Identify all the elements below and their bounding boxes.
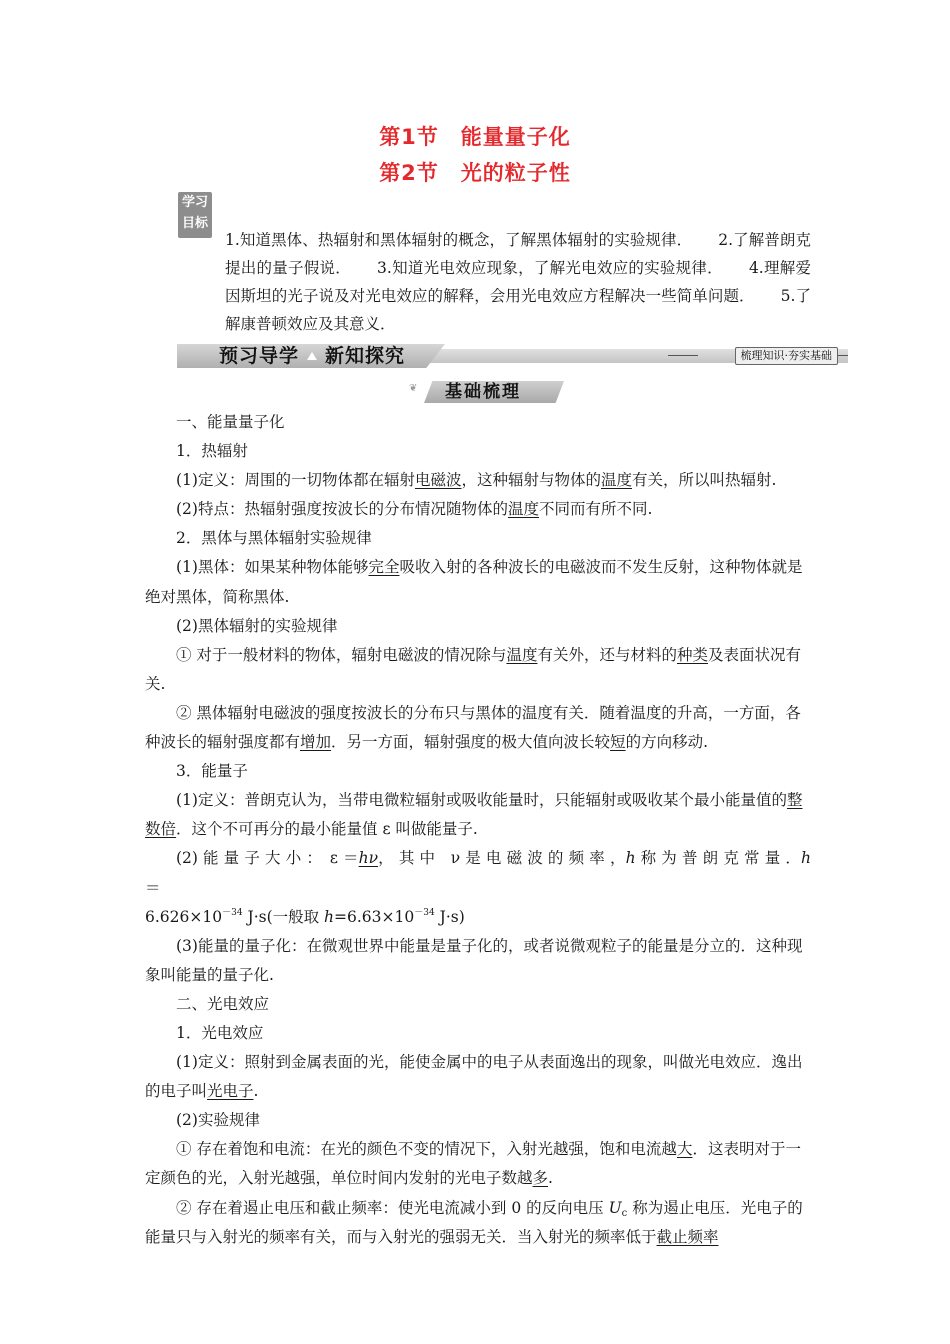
answer-blank: 短	[610, 733, 626, 752]
answer-blank: 多	[532, 1169, 549, 1188]
section-banner	[177, 344, 848, 368]
content-body	[145, 408, 811, 1252]
paragraph: ② 黑体辐射电磁波的强度按波长的分布只与黑体的温度有关．随着温度的升高，一方面，各种波长的辐射强度都有增加．另一方面，辐射强度的极大值向波长较短的方向移动.	[145, 703, 801, 752]
paragraph: $6.626\times 10^{-34}$ J·s(一般取 $h=6.63\times 10^{-34}$ J·s)	[145, 907, 465, 926]
banner-mid-label: 新知探究	[325, 345, 406, 367]
answer-blank: 增加	[300, 733, 332, 752]
paragraph: ① 存在着饱和电流：在光的颜色不变的情况下，入射光越强，饱和电流越大．这表明对于一定颜色的光，入射光越强，单位时间内发射的光电子数越多.	[145, 1140, 801, 1188]
subheading: 基础梳理	[445, 382, 521, 402]
paragraph: ② 存在着遏止电压和截止频率：使光电流减小到 0 的反向电压 $U_c$ 称为遏止电压．光电子的能量只与入射光的频率有关，而与入射光的强弱无关．当入射光的频率低于截止频率	[145, 1198, 803, 1246]
banner-right-label: 梳理知识·夯实基础	[735, 347, 839, 365]
answer-blank: 种类	[676, 645, 708, 664]
paragraph: (2)黑体辐射的实验规律	[176, 616, 338, 635]
paragraph: (1)定义：周围的一切物体都在辐射电磁波，这种辐射与物体的温度有关，所以叫热辐射.	[176, 471, 777, 490]
answer-blank: 温度	[506, 645, 538, 664]
paragraph: (2)特点：热辐射强度按波长的分布情况随物体的温度不同而有所不同.	[176, 500, 653, 519]
answer-blank: hν	[358, 849, 379, 868]
goal-item: 3.知道光电效应现象，了解光电效应的实验规律．	[377, 259, 723, 277]
badge-top-text: 学习	[181, 195, 208, 210]
answer-blank: 截止频率	[656, 1227, 719, 1246]
heading-2: 二、光电效应	[176, 994, 270, 1013]
answer-blank: 电磁波	[414, 471, 462, 490]
heading-2-1: 1．光电效应	[176, 1023, 264, 1042]
answer-blank: 光电子	[207, 1082, 254, 1101]
paragraph: (1)黑体：如果某种物体能够完全吸收入射的各种波长的电磁波而不发生反射，这种物体就是绝对黑体，简称黑体.	[145, 558, 803, 606]
answer-blank: 整数倍	[145, 791, 803, 839]
heading-1-2: 2．黑体与黑体辐射实验规律	[176, 529, 372, 548]
paragraph: (1)定义：照射到金属表面的光，能使金属中的电子从表面逸出的现象，叫做光电效应．逸出的电子叫光电子.	[145, 1053, 803, 1101]
section-title-1: 第1节 能量量子化	[379, 125, 571, 149]
learning-goals	[145, 226, 811, 338]
badge-bottom-text: 目标	[181, 216, 208, 231]
leaf-icon: ❦	[409, 383, 418, 394]
banner-left-label: 预习导学	[219, 345, 300, 367]
goal-item: 4.理解爱因斯坦的光子说及对光电效应的解释，会用光电效应方程解决一些简单问题．	[225, 259, 811, 305]
goal-item: 1.知道黑体、热辐射和黑体辐射的概念，了解黑体辐射的实验规律．	[225, 231, 693, 249]
paragraph: (3)能量的量子化：在微观世界中能量是量子化的，或者说微观粒子的能量是分立的．这种现象叫能量的量子化.	[145, 936, 803, 984]
section-title-2: 第2节 光的粒子性	[379, 161, 571, 185]
goal-item: 2.了解普朗克提出的量子假说．	[225, 231, 811, 277]
heading-1: 一、能量量子化	[176, 413, 285, 431]
banner-divider	[668, 355, 698, 356]
paragraph: (1)定义：普朗克认为，当带电微粒辐射或吸收能量时，只能辐射或吸收某个最小能量值的整数倍．这个不可再分的最小能量值 ε 叫做能量子.	[145, 791, 803, 839]
paragraph: (2)实验规律	[176, 1111, 260, 1130]
answer-blank: 完全	[368, 558, 400, 577]
answer-blank: 温度	[601, 471, 633, 490]
banner-divider	[838, 355, 848, 356]
goal-item: 5.了解康普顿效应及其意义．	[225, 287, 811, 333]
answer-blank: 温度	[507, 500, 539, 519]
triangle-icon	[307, 352, 317, 360]
heading-1-1: 1．热辐射	[176, 442, 248, 461]
answer-blank: 大	[676, 1140, 693, 1159]
paragraph: (2) 能 量 子 大 小 ： ε ＝hν， 其 中 ν 是 电 磁 波 的 频 率 ，h 称 为 普 朗 克 常 量 ．h＝	[145, 849, 811, 897]
paragraph: ① 对于一般材料的物体，辐射电磁波的情况除与温度有关外，还与材料的种类及表面状况有关.	[145, 645, 801, 693]
heading-1-3: 3．能量子	[176, 762, 248, 781]
